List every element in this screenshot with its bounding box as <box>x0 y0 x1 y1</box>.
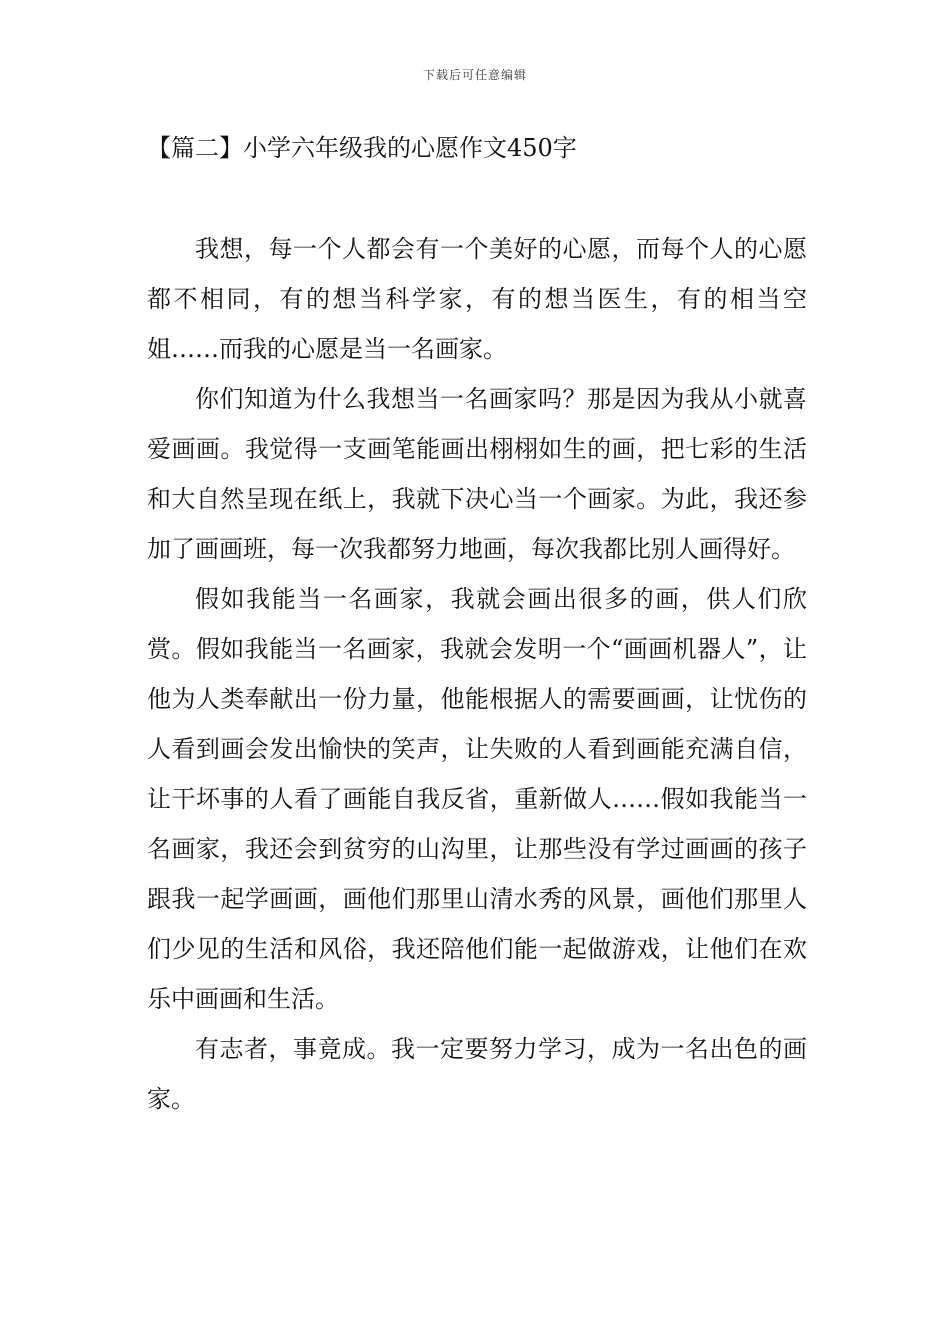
paragraph: 假如我能当一名画家，我就会画出很多的画，供人们欣赏。假如我能当一名画家，我就会发明一个“画画机器人”，让他为人类奉献出一份力量，他能根据人的需要画画，让忧伤的人看到画会发出愉快的笑声，让失败的人看到画能充满自信，让干坏事的人看了画能自我反省，重新做人……假如我能当一名画家，我还会到贫穷的山沟里，让那些没有学过画画的孩子跟我一起学画画，画他们那里山清水秀的风景，画他们那里人们少见的生活和风俗，我还陪他们能一起做游戏，让他们在欢乐中画画和生活。 <box>147 585 807 1013</box>
paragraph: 你们知道为什么我想当一名画家吗？那是因为我从小就喜爱画画。我觉得一支画笔能画出栩栩如生的画，把七彩的生活和大自然呈现在纸上，我就下决心当一个画家。为此，我还参加了画画班，每一次我都努力地画，每次我都比别人画得好。 <box>147 385 807 563</box>
header-note: 下载后可任意编辑 <box>422 68 527 82</box>
document-title: 【篇二】小学六年级我的心愿作文450字 <box>147 134 577 162</box>
document-body <box>147 224 807 1124</box>
paragraph: 我想，每一个人都会有一个美好的心愿，而每个人的心愿都不相同，有的想当科学家，有的想当医生，有的相当空姐……而我的心愿是当一名画家。 <box>147 235 807 363</box>
paragraph: 有志者，事竟成。我一定要努力学习，成为一名出色的画家。 <box>147 1035 807 1113</box>
